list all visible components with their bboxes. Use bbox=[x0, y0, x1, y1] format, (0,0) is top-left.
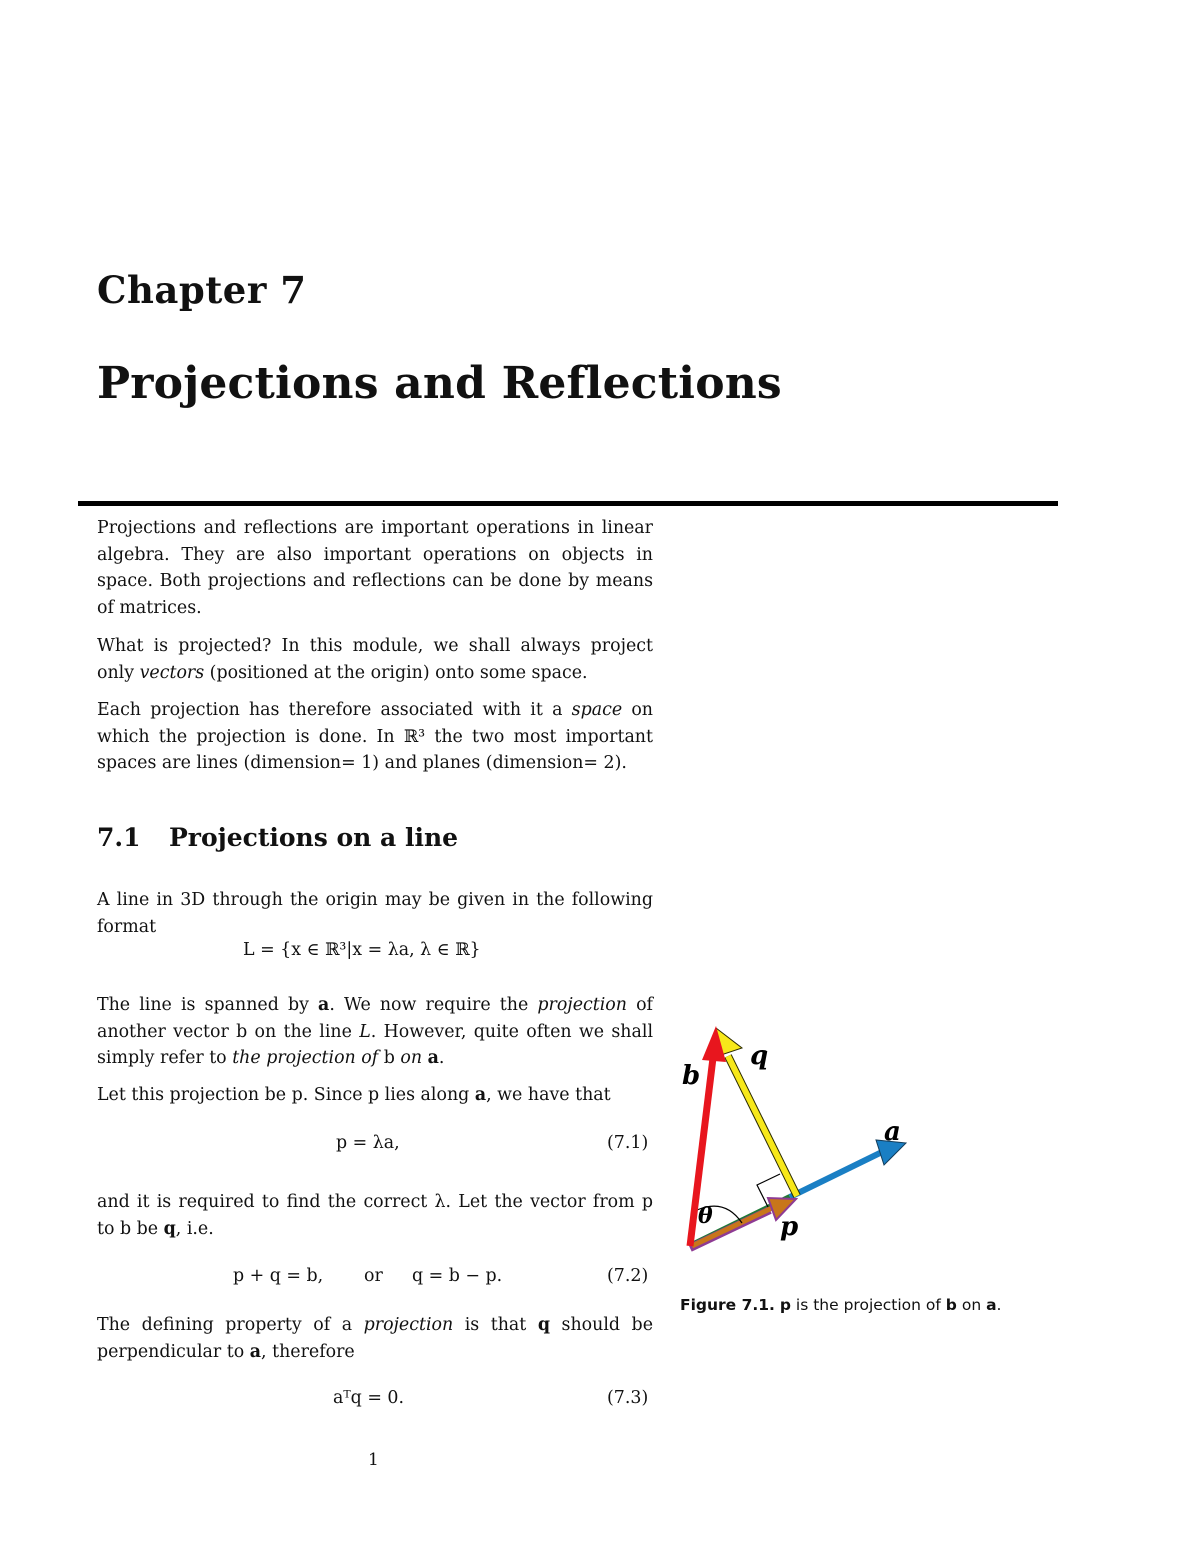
label-b: b bbox=[682, 1061, 701, 1091]
equation-7-2-or: or bbox=[364, 1266, 383, 1286]
equation-number-7-1: (7.1) bbox=[607, 1133, 649, 1153]
section-heading bbox=[97, 823, 458, 852]
label-a: a bbox=[884, 1117, 901, 1147]
equation-7-3: aᵀq = 0. bbox=[333, 1388, 405, 1408]
projection-figure bbox=[670, 1010, 930, 1270]
label-q: q bbox=[750, 1041, 769, 1071]
intro-paragraph-3: Each projection has therefore associated with it a space on which the projection is done. In ℝ³ the two most important spaces are lines (dimension= 1) and planes (dimension= 2). bbox=[97, 700, 654, 773]
section-paragraph-5: The defining property of a projection is that q should be perpendicular to a, therefore bbox=[97, 1315, 653, 1362]
section-paragraph-4: and it is required to find the correct λ. Let the vector from p to b be q, i.e. bbox=[97, 1192, 653, 1239]
vector-q bbox=[728, 1056, 797, 1196]
equation-7-1: p = λa, bbox=[336, 1133, 400, 1153]
figure-caption: Figure 7.1. p is the projection of b on a. bbox=[680, 1296, 1002, 1314]
label-p: p bbox=[780, 1212, 799, 1242]
chapter-label: Chapter 7 bbox=[97, 268, 307, 312]
chapter-title: Projections and Reflections bbox=[97, 358, 782, 409]
equation-line-set: L = {x ∈ ℝ³|x = λa, λ ∈ ℝ} bbox=[243, 940, 481, 960]
title-rule bbox=[78, 501, 1058, 506]
section-number: 7.1 bbox=[97, 823, 141, 852]
section-title: Projections on a line bbox=[169, 823, 459, 852]
page-number: 1 bbox=[368, 1450, 379, 1470]
intro-paragraph-1: Projections and reflections are important operations in linear algebra. They are also important operations on objects in space. Both projections and reflections can be done by means of matrices. bbox=[97, 518, 653, 618]
section-paragraph-1: A line in 3D through the origin may be given in the following format bbox=[97, 890, 653, 937]
section-paragraph-2: The line is spanned by a. We now require the projection of another vector b on the line L. However, quite often we shall simply refer to the projection of b on a. bbox=[97, 995, 654, 1068]
vector-a-blue-segment bbox=[790, 1152, 882, 1197]
section-paragraph-3: Let this projection be p. Since p lies along a, we have that bbox=[97, 1085, 611, 1105]
equation-number-7-3: (7.3) bbox=[607, 1388, 649, 1408]
label-theta: θ bbox=[698, 1203, 713, 1229]
equation-number-7-2: (7.2) bbox=[607, 1266, 649, 1286]
equation-7-2-right: q = b − p. bbox=[412, 1266, 503, 1286]
intro-paragraph-2: What is projected? In this module, we shall always project only vectors (positioned at the origin) onto some space. bbox=[97, 636, 653, 683]
equation-7-2-left: p + q = b, bbox=[233, 1266, 324, 1286]
